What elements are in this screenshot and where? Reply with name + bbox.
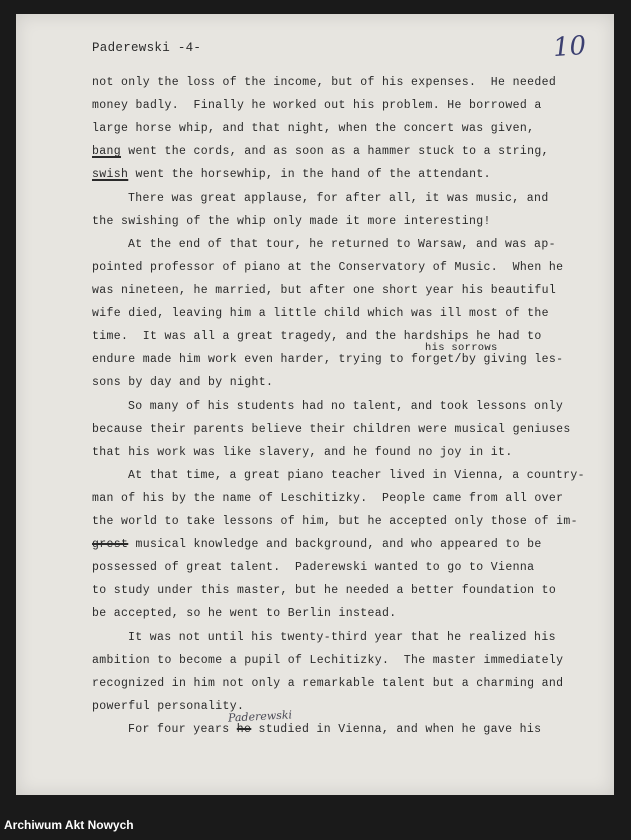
text-line	[128, 631, 556, 644]
underlined-word: bang	[92, 145, 122, 158]
text-line	[92, 584, 556, 597]
text-segment: endure made him work even harder, trying to forget/by giving les-	[92, 353, 564, 366]
text-line	[92, 654, 563, 667]
text-line	[92, 99, 542, 112]
text-line	[92, 284, 556, 297]
text-segment: For four years	[128, 723, 237, 736]
text-segment: At that time, a great piano teacher lived in Vienna, a country-	[128, 469, 585, 482]
text-line	[92, 353, 563, 366]
text-segment: time. It was all a great tragedy, and the hardships he had to	[92, 330, 542, 343]
text-segment: At the end of that tour, he returned to Warsaw, and was ap-	[128, 238, 556, 251]
text-line	[92, 145, 549, 158]
text-segment: because their parents believe their children were musical geniuses	[92, 423, 571, 436]
underlined-word: swish	[92, 168, 129, 181]
text-segment: went the cords, and as soon as a hammer stuck to a string,	[121, 145, 549, 158]
text-segment: wife died, leaving him a little child which was ill most of the	[92, 307, 549, 320]
text-segment: to study under this master, but he needed a better foundation to	[92, 584, 557, 597]
text-line	[92, 538, 542, 551]
text-segment: money badly. Finally he worked out his problem. He borrowed a	[92, 99, 542, 112]
text-segment: sons by day and by night.	[92, 376, 274, 389]
text-line	[92, 677, 563, 690]
text-segment: recognized in him not only a remarkable talent but a charming and	[92, 677, 564, 690]
text-line	[92, 122, 534, 135]
text-line	[128, 192, 549, 205]
text-line	[128, 469, 585, 482]
text-segment: the world to take lessons of him, but he accepted only those of im-	[92, 515, 578, 528]
text-segment: the swishing of the whip only made it more interesting!	[92, 215, 491, 228]
text-line	[92, 607, 397, 620]
text-line	[92, 700, 244, 713]
text-line	[92, 515, 578, 528]
text-segment: possessed of great talent. Paderewski wanted to go to Vienna	[92, 561, 535, 574]
page-header: Paderewski -4-	[92, 41, 202, 55]
struck-word: he	[236, 723, 252, 736]
text-segment: was nineteen, he married, but after one short year his beautiful	[92, 284, 557, 297]
text-line	[92, 376, 273, 389]
text-line	[128, 723, 541, 736]
text-segment: went the horsewhip, in the hand of the attendant.	[128, 168, 491, 181]
text-segment: not only the loss of the income, but of his expenses. He needed	[92, 76, 557, 89]
text-line	[92, 168, 491, 181]
text-segment: large horse whip, and that night, when the concert was given,	[92, 122, 535, 135]
handwritten-insertion: Paderewski	[227, 708, 293, 725]
text-segment: So many of his students had no talent, and took lessons only	[128, 400, 564, 413]
text-line	[92, 561, 534, 574]
text-line	[128, 238, 556, 251]
typed-insertion: his sorrows	[425, 342, 498, 354]
folio-number: 10	[551, 30, 588, 64]
text-line	[92, 492, 563, 505]
text-line	[92, 307, 549, 320]
text-line	[92, 423, 571, 436]
text-line	[92, 76, 556, 89]
text-segment: that his work was like slavery, and he found no joy in it.	[92, 446, 513, 459]
text-segment: powerful personality.	[92, 700, 245, 713]
text-line	[92, 446, 513, 459]
text-segment: musical knowledge and background, and who appeared to be	[128, 538, 542, 551]
text-segment: studied in Vienna, and when he gave his	[251, 723, 542, 736]
archive-label: Archiwum Akt Nowych	[4, 818, 134, 832]
text-line	[92, 215, 491, 228]
text-segment: ambition to become a pupil of Lechitizky. The master immediately	[92, 654, 564, 667]
text-line	[92, 261, 563, 274]
text-line	[128, 400, 563, 413]
text-segment: man of his by the name of Leschitizky. People came from all over	[92, 492, 564, 505]
text-segment: be accepted, so he went to Berlin instead.	[92, 607, 397, 620]
text-segment: pointed professor of piano at the Conservatory of Music. When he	[92, 261, 564, 274]
text-segment: It was not until his twenty-third year that he realized his	[128, 631, 556, 644]
text-segment: There was great applause, for after all, it was music, and	[128, 192, 549, 205]
struck-word: grest	[92, 538, 129, 551]
